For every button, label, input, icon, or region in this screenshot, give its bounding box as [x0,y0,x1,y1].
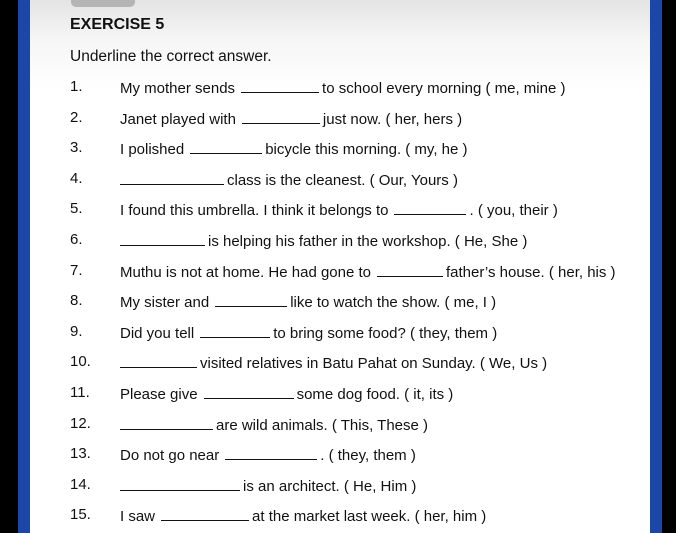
item-text-after: to bring some food? ( they, them ) [273,324,498,342]
item-text-before: I polished [120,141,185,159]
item-number: 3. [70,139,83,157]
answer-blank[interactable] [120,415,213,430]
item-text-after: visited relatives in Batu Pahat on Sunday. ( We, Us ) [200,355,548,373]
item-text-after: at the market last week. ( her, him ) [252,508,487,526]
page-tab [71,0,135,7]
right-border [650,0,662,533]
answer-blank[interactable] [190,139,262,154]
item-text-after: . ( you, their ) [469,202,558,220]
item-number: 6. [70,231,83,248]
item-number: 13. [70,445,91,463]
item-text-after: is helping his father in the workshop. ( He, She ) [208,233,528,250]
item-text-before: Muthu is not at home. He had gone to [120,263,371,281]
answer-blank[interactable] [120,353,197,368]
answer-blank[interactable] [204,384,294,399]
item-text-before: My mother sends [120,80,236,97]
left-border [18,0,30,533]
item-number: 14. [70,475,91,493]
item-number: 15. [70,506,91,524]
answer-blank[interactable] [241,78,319,93]
item-text-before: I saw [120,508,156,526]
item-text-before: Please give [120,386,198,403]
item-number: 10. [70,353,91,371]
item-text-after: some dog food. ( it, its ) [296,386,454,403]
item-number: 2. [70,108,83,126]
item-text-before: Did you tell [120,324,195,342]
item-number: 1. [70,78,83,95]
item-number: 5. [70,200,83,218]
item-text-after: just now. ( her, hers ) [322,110,463,128]
item-text-before: Do not go near [120,447,220,465]
answer-blank[interactable] [120,231,205,246]
exercise-title: EXERCISE 5 [70,16,165,33]
answer-blank[interactable] [200,323,270,338]
instruction: Underline the correct answer. [70,48,272,65]
item-number: 12. [70,414,91,432]
answer-blank[interactable] [120,170,224,185]
item-number: 8. [70,292,83,310]
item-text-before: Janet played with [120,110,236,128]
answer-blank[interactable] [377,262,443,277]
answer-blank[interactable] [120,476,240,491]
answer-blank[interactable] [215,292,287,307]
item-text-after: to school every morning ( me, mine ) [322,80,566,97]
answer-blank[interactable] [161,506,249,521]
item-number: 9. [70,322,83,340]
item-text-after: father’s house. ( her, his ) [446,263,616,281]
item-text-after: . ( they, them ) [320,447,416,465]
item-text-after: is an architect. ( He, Him ) [243,477,417,495]
item-number: 11. [70,384,90,401]
item-text-before: I found this umbrella. I think it belongs to [120,202,389,220]
answer-blank[interactable] [225,445,317,460]
item-text-after: are wild animals. ( This, These ) [216,416,429,434]
item-number: 7. [70,261,83,279]
item-number: 4. [70,169,83,187]
item-text-after: bicycle this morning. ( my, he ) [265,141,468,159]
item-text-after: like to watch the show. ( me, I ) [290,294,497,312]
answer-blank[interactable] [394,200,466,215]
item-text-after: class is the cleanest. ( Our, Yours ) [227,171,458,189]
item-text-before: My sister and [120,294,210,312]
answer-blank[interactable] [242,109,320,124]
